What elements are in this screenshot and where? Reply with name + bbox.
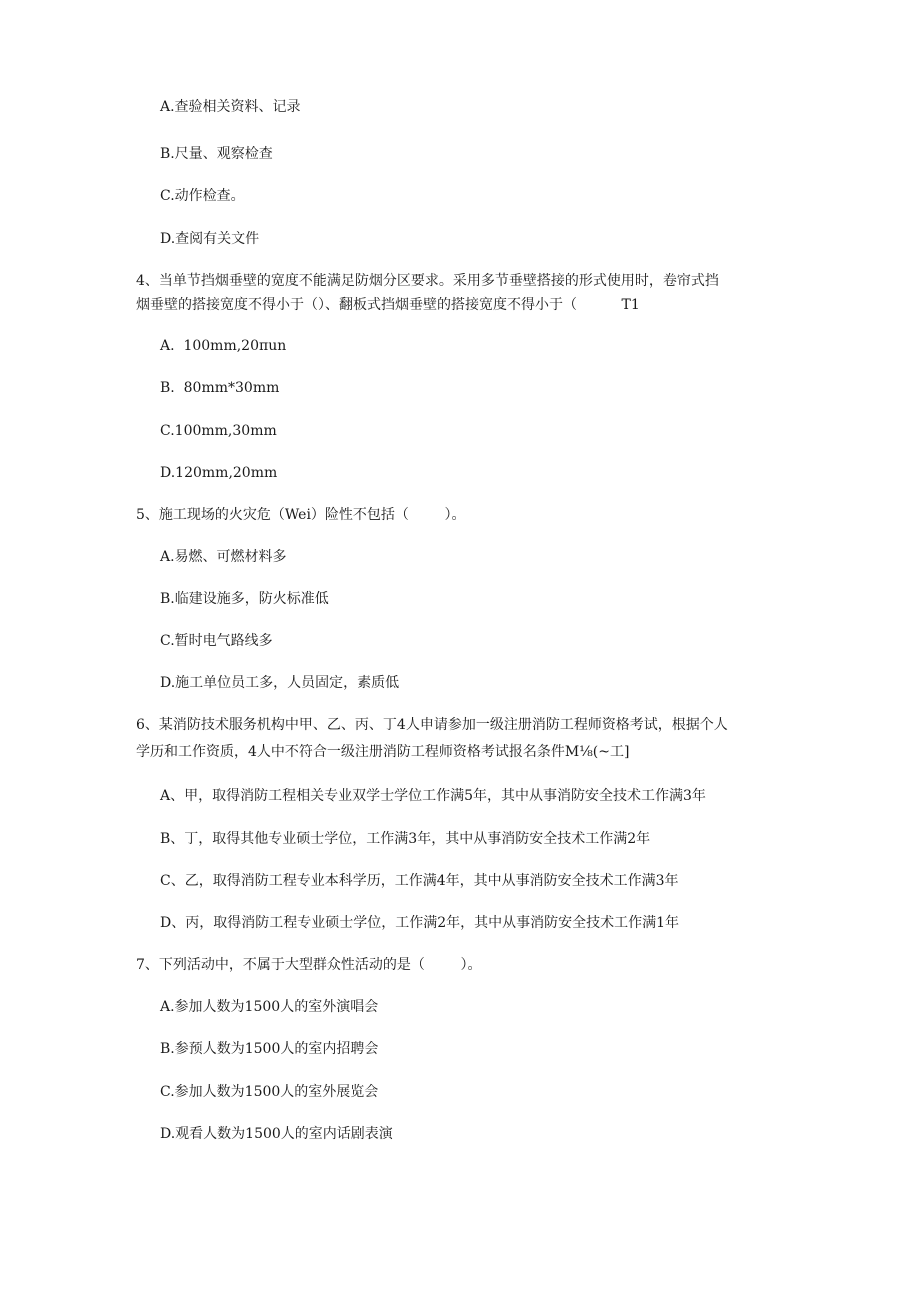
q4-option-a: A. 100mm,20πun: [160, 338, 287, 354]
q3-option-d: D.查阅有关文件: [160, 231, 260, 247]
q3-option-b: B.尺量、观察检查: [160, 146, 273, 162]
q4-option-b: B. 80mm*30mm: [160, 380, 280, 396]
q7-stem: 7、下列活动中，不属于大型群众性活动的是（ ）。: [136, 957, 482, 973]
q6-option-d: D、丙，取得消防工程专业硕士学位，工作满2年，其中从事消防安全技术工作满1年: [160, 915, 680, 931]
q5-stem: 5、施工现场的火灾危（Wei）险性不包括（ ）。: [136, 507, 466, 523]
q6-stem-line1: 6、某消防技术服务机构中甲、乙、丙、丁4人申请参加一级注册消防工程师资格考试，根据个人: [136, 717, 728, 733]
q7-option-a: A.参加人数为1500人的室外演唱会: [160, 999, 379, 1015]
q5-option-c: C.暂时电气路线多: [160, 633, 273, 649]
q7-option-d: D.观看人数为1500人的室内话剧表演: [160, 1126, 393, 1142]
q3-option-c: C.动作检查。: [160, 188, 245, 204]
q6-stem-line2: 学历和工作资质，4人中不符合一级注册消防工程师资格考试报名条件M⅛(~工]: [136, 744, 630, 760]
q4-stem-line1: 4、当单节挡烟垂壁的宽度不能满足防烟分区要求。采用多节垂壁搭接的形式使用时，卷帘式挡: [136, 273, 719, 289]
q7-option-b: B.参预人数为1500人的室内招聘会: [160, 1041, 379, 1057]
q3-option-a: A.查验相关资料、记录: [160, 99, 301, 115]
q5-option-d: D.施工单位员工多，人员固定，素质低: [160, 675, 400, 691]
q7-option-c: C.参加人数为1500人的室外展览会: [160, 1084, 379, 1100]
q5-option-b: B.临建设施多，防火标准低: [160, 591, 329, 607]
q6-option-b: B、丁，取得其他专业硕士学位，工作满3年，其中从事消防安全技术工作满2年: [160, 831, 651, 847]
q4-option-c: C.100mm,30mm: [160, 423, 277, 439]
q5-option-a: A.易燃、可燃材料多: [160, 549, 287, 565]
q4-stem-line2: 烟垂壁的搭接宽度不得小于（）、翻板式挡烟垂壁的搭接宽度不得小于（ T1: [136, 297, 640, 313]
q4-option-d: D.120mm,20mm: [160, 465, 278, 481]
q6-option-c: C、乙，取得消防工程专业本科学历，工作满4年，其中从事消防安全技术工作满3年: [160, 873, 679, 889]
q6-option-a: A、甲，取得消防工程相关专业双学士学位工作满5年，其中从事消防安全技术工作满3年: [160, 788, 706, 804]
